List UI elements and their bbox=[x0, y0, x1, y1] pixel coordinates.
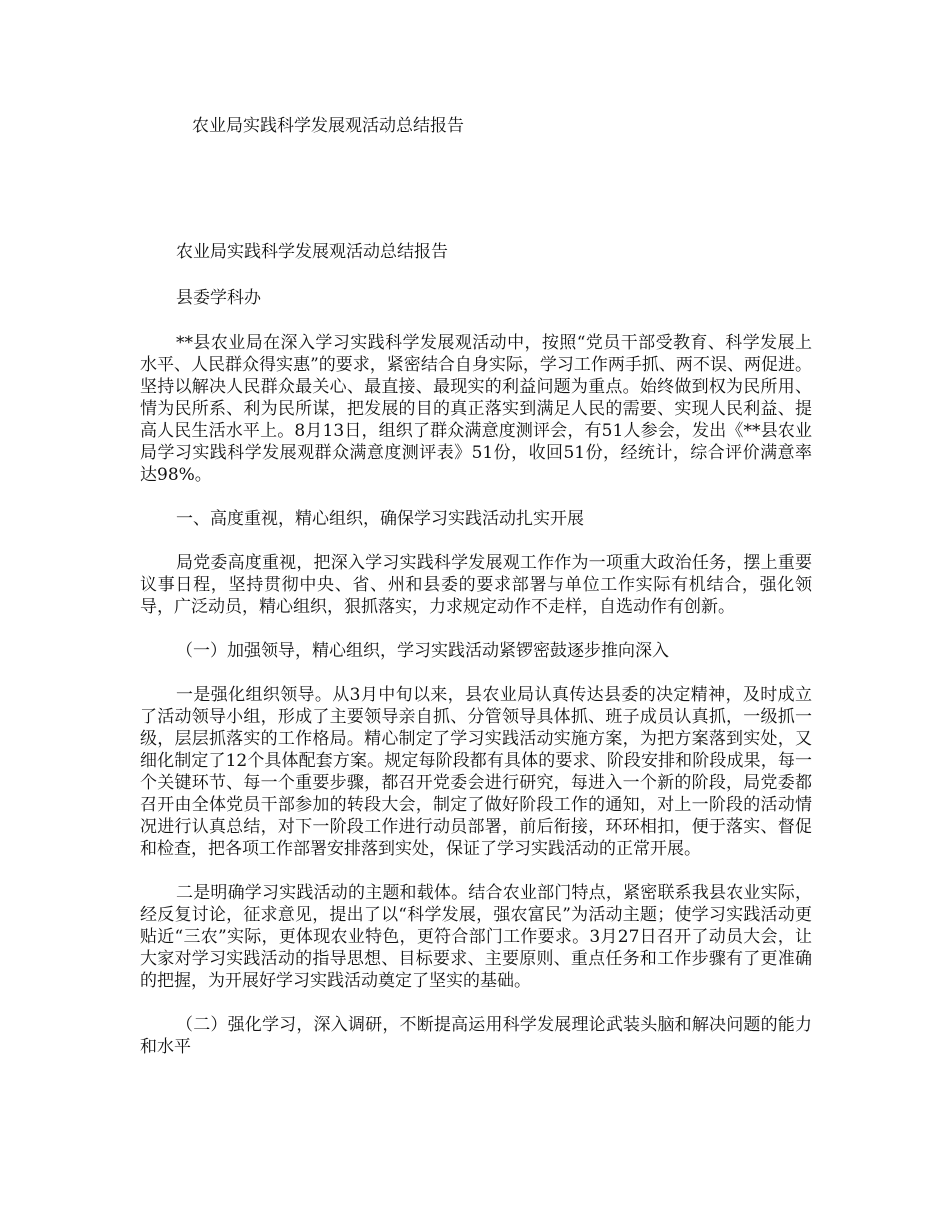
subsection-2-heading: （二）强化学习，深入调研，不断提高运用科学发展理论武装头脑和解决问题的能力和水平 bbox=[140, 1015, 812, 1057]
section-1-heading: 一、高度重视，精心组织，确保学习实践活动扎实开展 bbox=[176, 509, 584, 529]
subsection-1-heading: （一）加强领导，精心组织，学习实践活动紧锣密鼓逐步推向深入 bbox=[176, 641, 669, 661]
subsection-1-paragraph-2: 二是明确学习实践活动的主题和载体。结合农业部门特点，紧密联系我县农业实际，经反复讨论，征求意见，提出了以“科学发展，强农富民”为活动主题；使学习实践活动更贴近“三农”实际，更体现农业特色，更符合部门工作要求。3月27日召开了动员大会，让大家对学习实践活动的指导思想、目标要求、主要原则、重点任务和工作步骤有了更准确的把握，为开展好学习实践活动奠定了坚实的基础。 bbox=[140, 883, 812, 991]
document-title: 农业局实践科学发展观活动总结报告 bbox=[176, 242, 448, 262]
intro-paragraph: **县农业局在深入学习实践科学发展观活动中，按照“党员干部受教育、科学发展上水平、人民群众得实惠”的要求，紧密结合自身实际，学习工作两手抓、两不误、两促进。坚持以解决人民群众最关心、最直接、最现实的利益问题为重点。始终做到权为民所用、情为民所系、利为民所谋，把发展的目的真正落实到满足人民的需要、实现人民利益、提高人民生活水平上。8月13日，组织了群众满意度测评会，有51人参会，发出《**县农业局学习实践科学发展观群众满意度测评表》51份，收回51份，经统计，综合评价满意率达98%。 bbox=[140, 333, 812, 485]
subsection-1-paragraph-1: 一是强化组织领导。从3月中旬以来，县农业局认真传达县委的决定精神，及时成立了活动领导小组，形成了主要领导亲自抓、分管领导具体抓、班子成员认真抓，一级抓一级，层层抓落实的工作格局。精心制定了学习实践活动实施方案，为把方案落到实处，又细化制定了12个具体配套方案。规定每阶段都有具体的要求、阶段安排和阶段成果，每一个关键环节、每一个重要步骤，都召开党委会进行研究，每进入一个新的阶段，局党委都召开由全体党员干部参加的转段大会，制定了做好阶段工作的通知，对上一阶段的活动情况进行认真总结，对下一阶段工作进行动员部署，前后衔接，环环相扣，便于落实、督促和检查，把各项工作部署安排落到实处，保证了学习实践活动的正常开展。 bbox=[140, 685, 812, 859]
header-title: 农业局实践科学发展观活动总结报告 bbox=[192, 116, 464, 136]
section-1-paragraph: 局党委高度重视，把深入学习实践科学发展观工作作为一项重大政治任务，摆上重要议事日程，坚持贯彻中央、省、州和县委的要求部署与单位工作实际有机结合，强化领导，广泛动员，精心组织，狠抓落实，力求规定动作不走样，自选动作有创新。 bbox=[140, 553, 812, 617]
document-body bbox=[140, 240, 812, 1080]
document-author: 县委学科办 bbox=[176, 288, 261, 308]
